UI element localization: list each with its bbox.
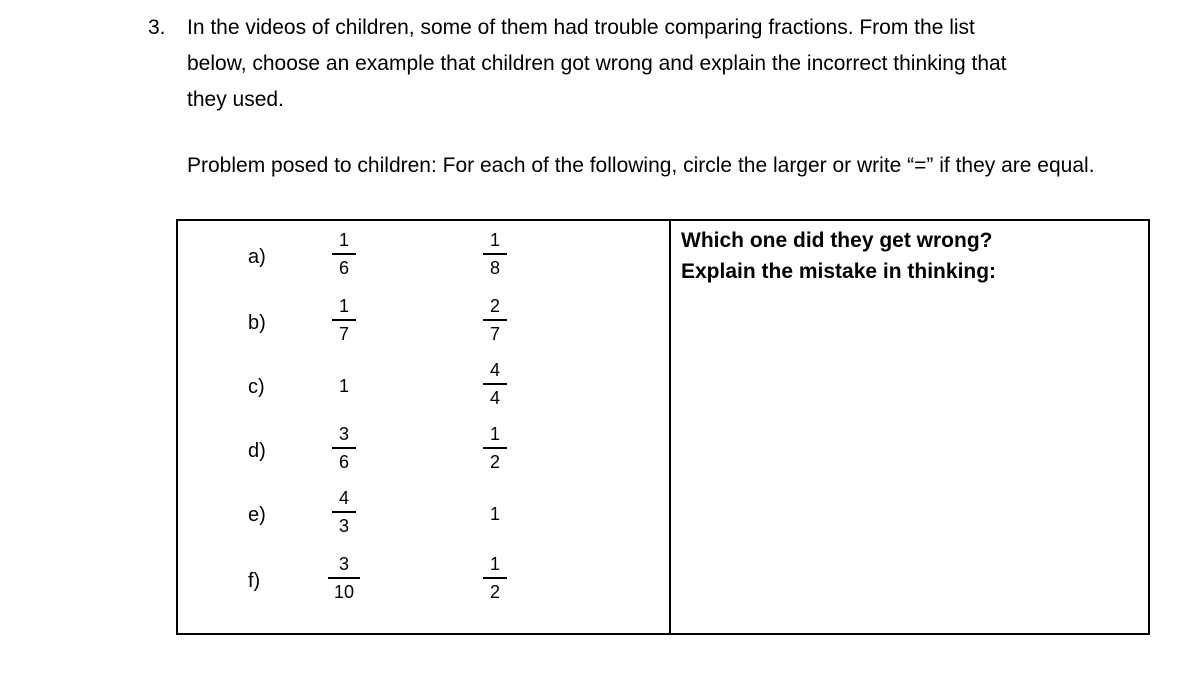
numerator: 1 (489, 424, 500, 444)
question-text (187, 10, 1147, 118)
fraction-bar (483, 447, 507, 449)
fraction (475, 553, 515, 607)
denominator: 2 (489, 452, 500, 472)
denominator: 2 (489, 582, 500, 602)
fraction-bar (332, 253, 356, 255)
row-label: e) (248, 504, 266, 526)
fraction (324, 229, 364, 283)
row-label: c) (248, 376, 265, 398)
row-label: b) (248, 312, 266, 334)
denominator: 6 (338, 258, 349, 278)
numerator: 1 (338, 296, 349, 316)
fraction-bar (332, 447, 356, 449)
question-line: In the videos of children, some of them had trouble comparing fractions. From the list (187, 16, 975, 39)
fraction-bar (483, 253, 507, 255)
numerator: 4 (338, 488, 349, 508)
fraction-bar (332, 511, 356, 513)
denominator: 6 (338, 452, 349, 472)
denominator: 4 (489, 388, 500, 408)
fraction-bar (483, 319, 507, 321)
numerator: 1 (489, 554, 500, 574)
answer-header-line-1: Which one did they get wrong? (681, 229, 993, 252)
numerator: 3 (338, 554, 349, 574)
question-line: they used. (187, 88, 284, 111)
fraction (324, 295, 364, 349)
fraction-bar (328, 577, 360, 579)
row-label: f) (248, 570, 261, 592)
denominator: 10 (333, 582, 355, 602)
fraction-bar (332, 319, 356, 321)
question-line: below, choose an example that children got wrong and explain the incorrect thinking that (187, 52, 1007, 75)
column-divider (669, 221, 671, 633)
problem-prompt: Problem posed to children: For each of the following, circle the larger or write “=” if they are equal. (187, 154, 1095, 177)
whole-number: 1 (338, 376, 349, 396)
fraction (324, 553, 364, 607)
denominator: 8 (489, 258, 500, 278)
fractions-table (176, 219, 1150, 635)
fraction (324, 487, 364, 541)
fraction-bar (483, 577, 507, 579)
fraction (324, 423, 364, 477)
fraction (475, 423, 515, 477)
fraction (475, 229, 515, 283)
numerator: 3 (338, 424, 349, 444)
numerator: 1 (489, 230, 500, 250)
question-number: 3. (148, 16, 166, 39)
fraction (475, 359, 515, 413)
numerator: 2 (489, 296, 500, 316)
numerator: 4 (489, 360, 500, 380)
denominator: 7 (338, 324, 349, 344)
answer-header-line-2: Explain the mistake in thinking: (681, 260, 997, 283)
fraction-bar (483, 383, 507, 385)
denominator: 7 (489, 324, 500, 344)
whole-number: 1 (489, 504, 500, 524)
denominator: 3 (338, 516, 349, 536)
row-label: a) (248, 246, 266, 268)
numerator: 1 (338, 230, 349, 250)
answer-column-header (681, 225, 996, 287)
row-label: d) (248, 440, 266, 462)
fraction (475, 295, 515, 349)
